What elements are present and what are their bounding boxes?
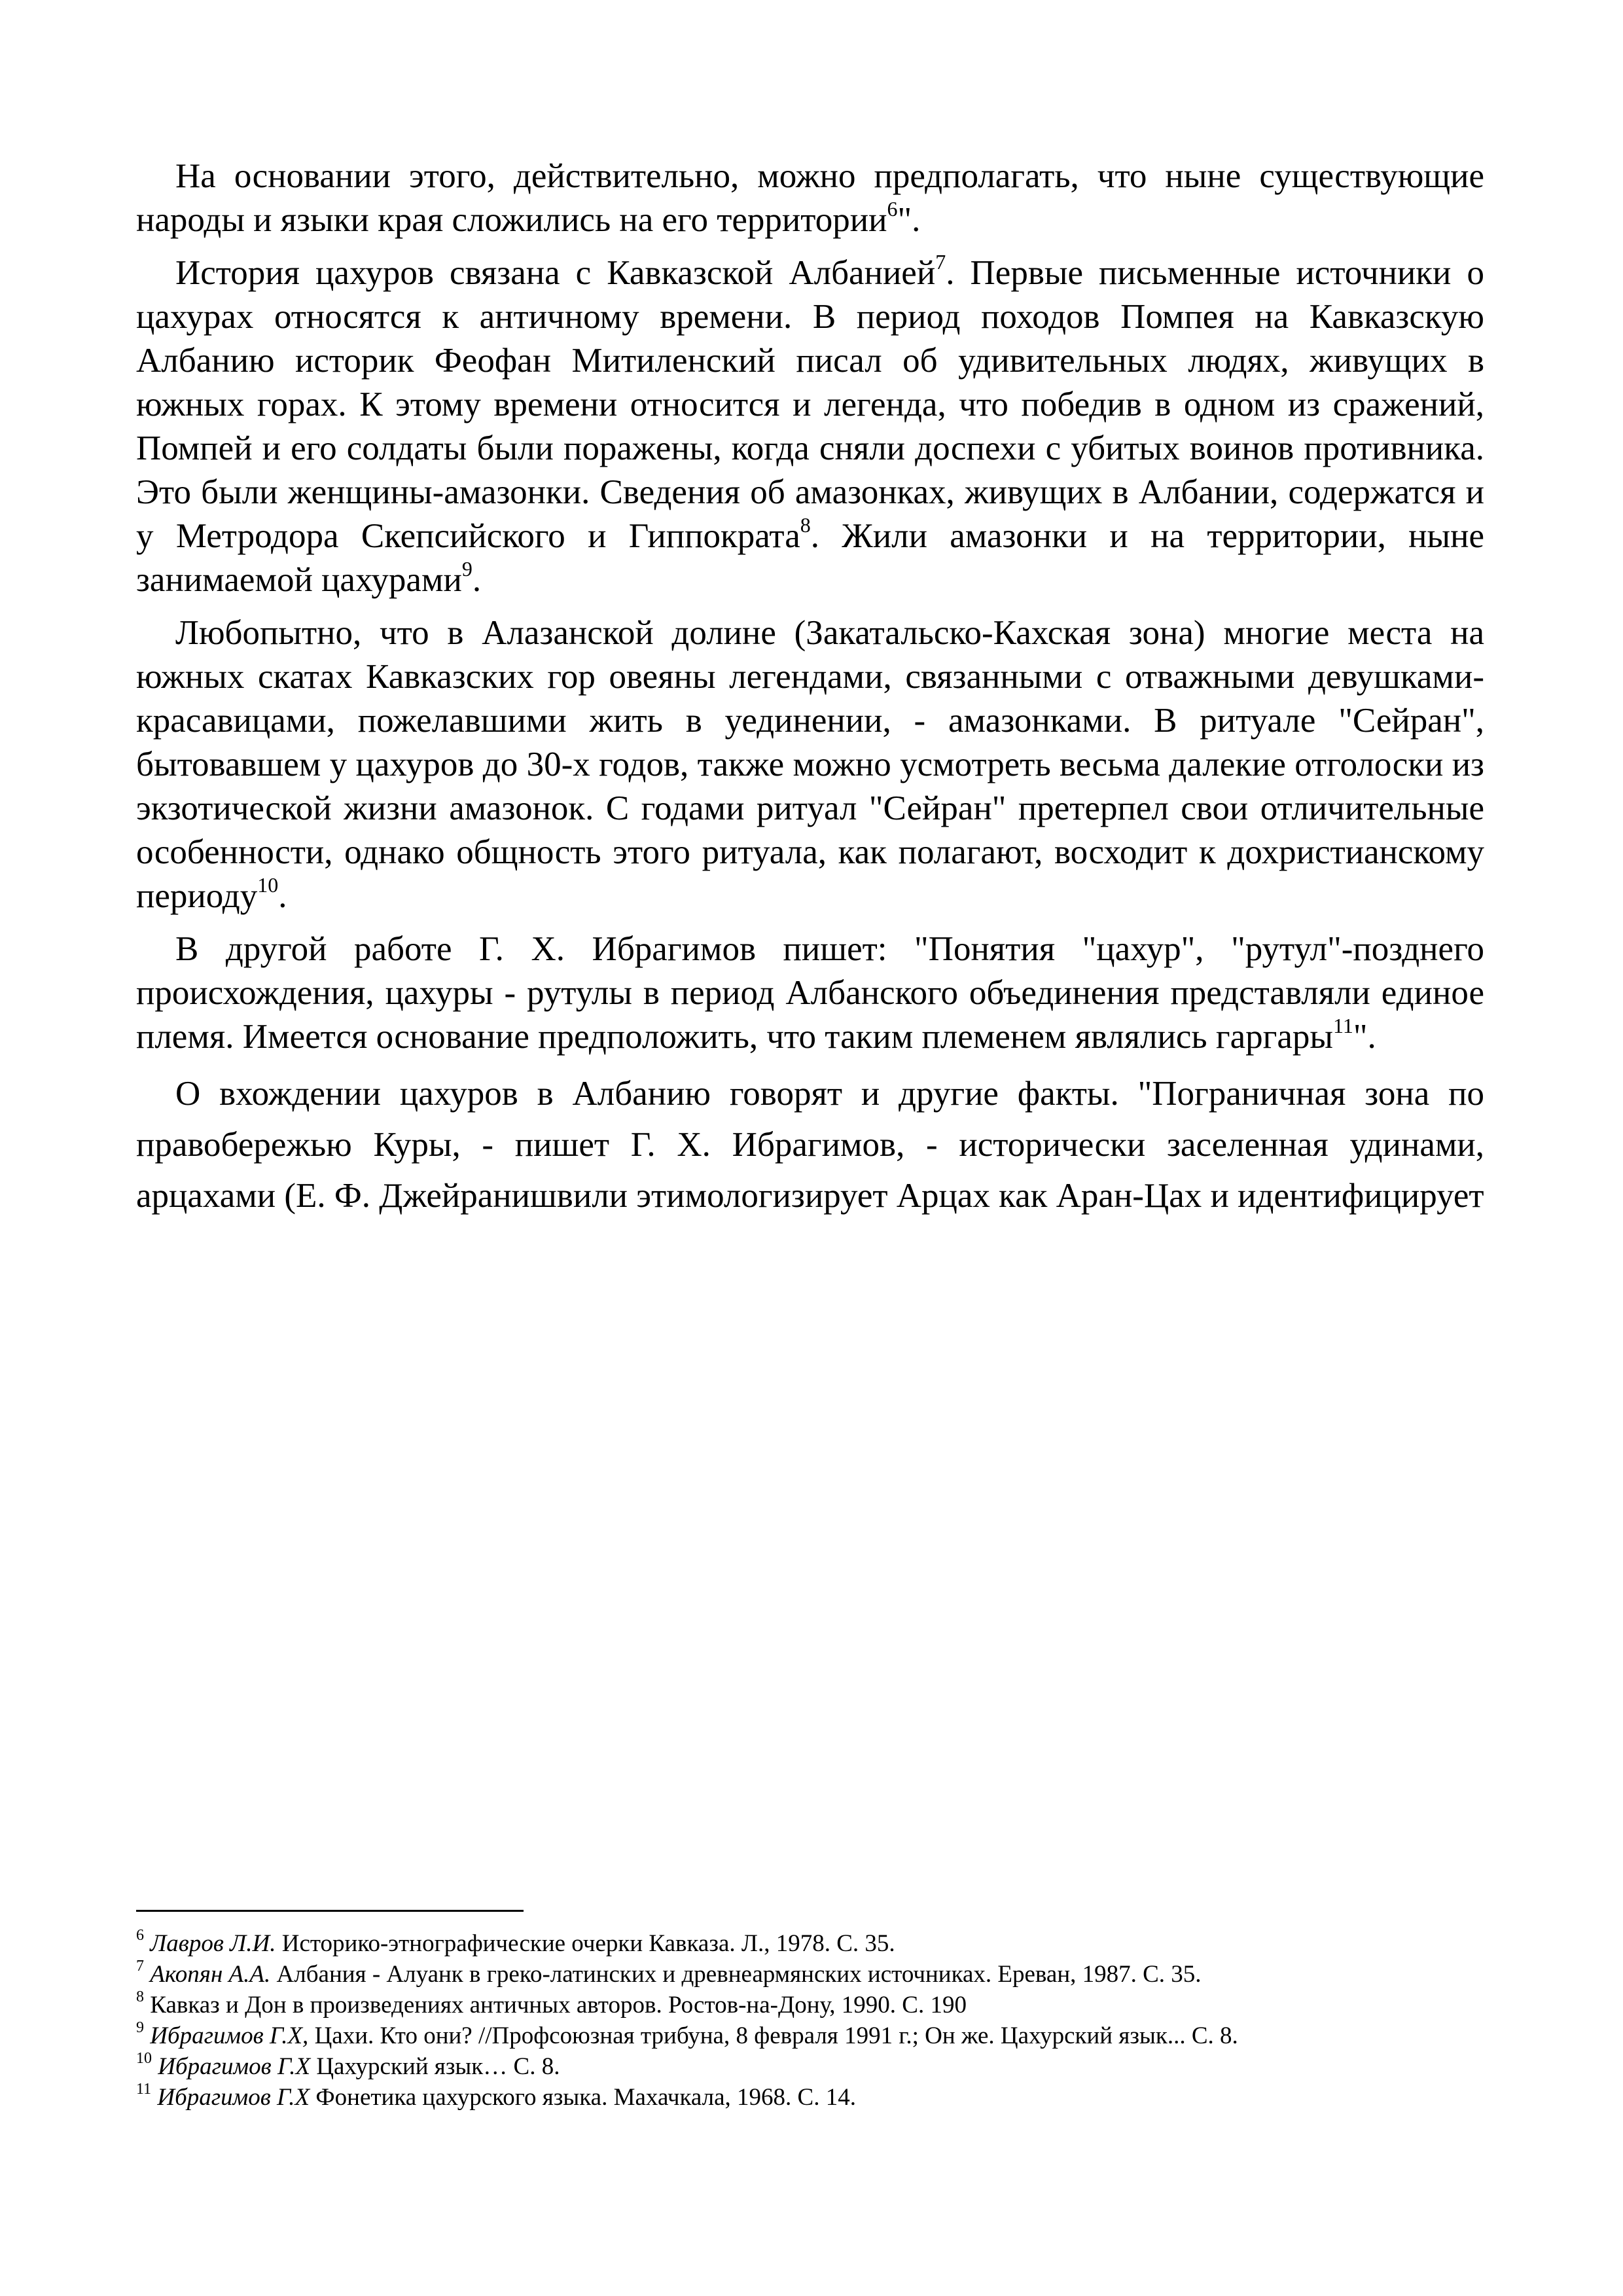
- paragraph-3: [136, 611, 1484, 918]
- footnote-number: 9: [136, 2019, 144, 2037]
- footnote-number: 6: [136, 1927, 144, 1945]
- footnote-author: Ибрагимов Г.Х: [158, 2053, 311, 2080]
- footnote-ref-7[interactable]: 7: [935, 249, 946, 274]
- footnote-6: [136, 1928, 1484, 1959]
- footnote-number: 11: [136, 2081, 152, 2098]
- footnote-number: 7: [136, 1958, 144, 1975]
- footnote-ref-8[interactable]: 8: [800, 512, 811, 537]
- footnote-author: Ибрагимов Г.Х: [157, 2084, 310, 2111]
- paragraph-text: О вхождении цахуров в Албанию говорят и другие факты. "Пограничная зона по правобережью Куры, - пишет Г. Х. Ибрагимов, - исторически заселенная удинами, арцахами (Е. Ф. Джейранишвили этимологизирует Арцах как Аран-Цах и идентифицирует: [136, 1075, 1484, 1215]
- footnote-11: [136, 2082, 1484, 2113]
- main-text: [136, 154, 1484, 1230]
- paragraph-text: ".: [1353, 1018, 1376, 1056]
- paragraph-text: . Первые письменные источники о цахурах относятся к античному времени. В период походов Помпея на Кавказскую Албанию историк Феофан Митиленский писал об удивительных людях, живущих в южных горах. К этому времени относится и легенда, что победив в одном из сражений, Помпей и его солдаты были поражены, когда сняли доспехи с убитых воинов противника. Это были женщины-амазонки. Сведения об амазонках, живущих в Албании, содержатся и у Метродора Скепсийского и Гиппократа: [136, 254, 1484, 555]
- paragraph-2: [136, 251, 1484, 602]
- footnote-ref-6[interactable]: 6: [887, 196, 898, 221]
- footnote-ref-10[interactable]: 10: [257, 872, 279, 897]
- paragraph-5: [136, 1068, 1484, 1221]
- paragraph-text: История цахуров связана с Кавказской Албанией: [175, 254, 936, 292]
- footnote-7: [136, 1959, 1484, 1990]
- footnote-text: Албания - Алуанк в греко-латинских и древнеармянских источниках. Ереван, 1987. С. 35.: [270, 1961, 1202, 1988]
- paragraph-text: На основании этого, действительно, можно предполагать, что ныне существующие народы и языки края сложились на его территории: [136, 157, 1484, 239]
- footnote-number: 10: [136, 2050, 152, 2068]
- footnote-9: [136, 2020, 1484, 2051]
- paragraph-text: . Жили амазонки и на территории, ныне занимаемой цахурами: [136, 517, 1484, 599]
- footnote-10: [136, 2051, 1484, 2082]
- paragraph-1: [136, 154, 1484, 242]
- paragraph-text: .: [472, 561, 482, 599]
- paragraph-text: ".: [897, 201, 921, 239]
- footnote-text: Историко-этнографические очерки Кавказа. Л., 1978. С. 35.: [276, 1930, 895, 1957]
- footnotes: [136, 1928, 1484, 2113]
- footnote-text: Цахи. Кто они? //Профсоюзная трибуна, 8 февраля 1991 г.; Он же. Цахурский язык... С. 8.: [308, 2022, 1238, 2049]
- footnote-ref-9[interactable]: 9: [461, 556, 473, 581]
- footnote-text: Цахурский язык… С. 8.: [310, 2053, 560, 2080]
- paragraph-text: .: [278, 877, 287, 915]
- paragraph-text: Любопытно, что в Алазанской долине (Закатальско-Кахская зона) многие места на южных скатах Кавказских гор овеяны легендами, связанными с отважными девушками-красавицами, пожелавшими жить в уединении, - амазонками. В ритуале "Сейран", бытовавшем у цахуров до 30-х годов, также можно усмотреть весьма далекие отголоски из экзотической жизни амазонок. С годами ритуал "Сейран" претерпел свои отличительные особенности, однако общность этого ритуала, как полагают, восходит к дохристианскому периоду: [136, 614, 1484, 915]
- footnote-8: [136, 1990, 1484, 2020]
- footnote-author: Ибрагимов Г.Х,: [150, 2022, 309, 2049]
- footnote-text: Фонетика цахурского языка. Махачкала, 1968. С. 14.: [310, 2084, 856, 2111]
- footnote-author: Лавров Л.И.: [150, 1930, 276, 1957]
- footnote-number: 8: [136, 1988, 144, 2006]
- footnote-separator: [136, 1910, 524, 1912]
- footnote-text: Кавказ и Дон в произведениях античных авторов. Ростов-на-Дону, 1990. С. 190: [144, 1992, 967, 2018]
- paragraph-text: В другой работе Г. Х. Ибрагимов пишет: "Понятия "цахур", "рутул"-позднего происхождения, цахуры - рутулы в период Албанского объединения представляли единое племя. Имеется основание предположить, что таким племенем являлись гаргары: [136, 930, 1484, 1056]
- footnote-author: Акопян А.А.: [150, 1961, 271, 1988]
- paragraph-4: [136, 927, 1484, 1059]
- footnote-ref-11[interactable]: 11: [1333, 1013, 1353, 1037]
